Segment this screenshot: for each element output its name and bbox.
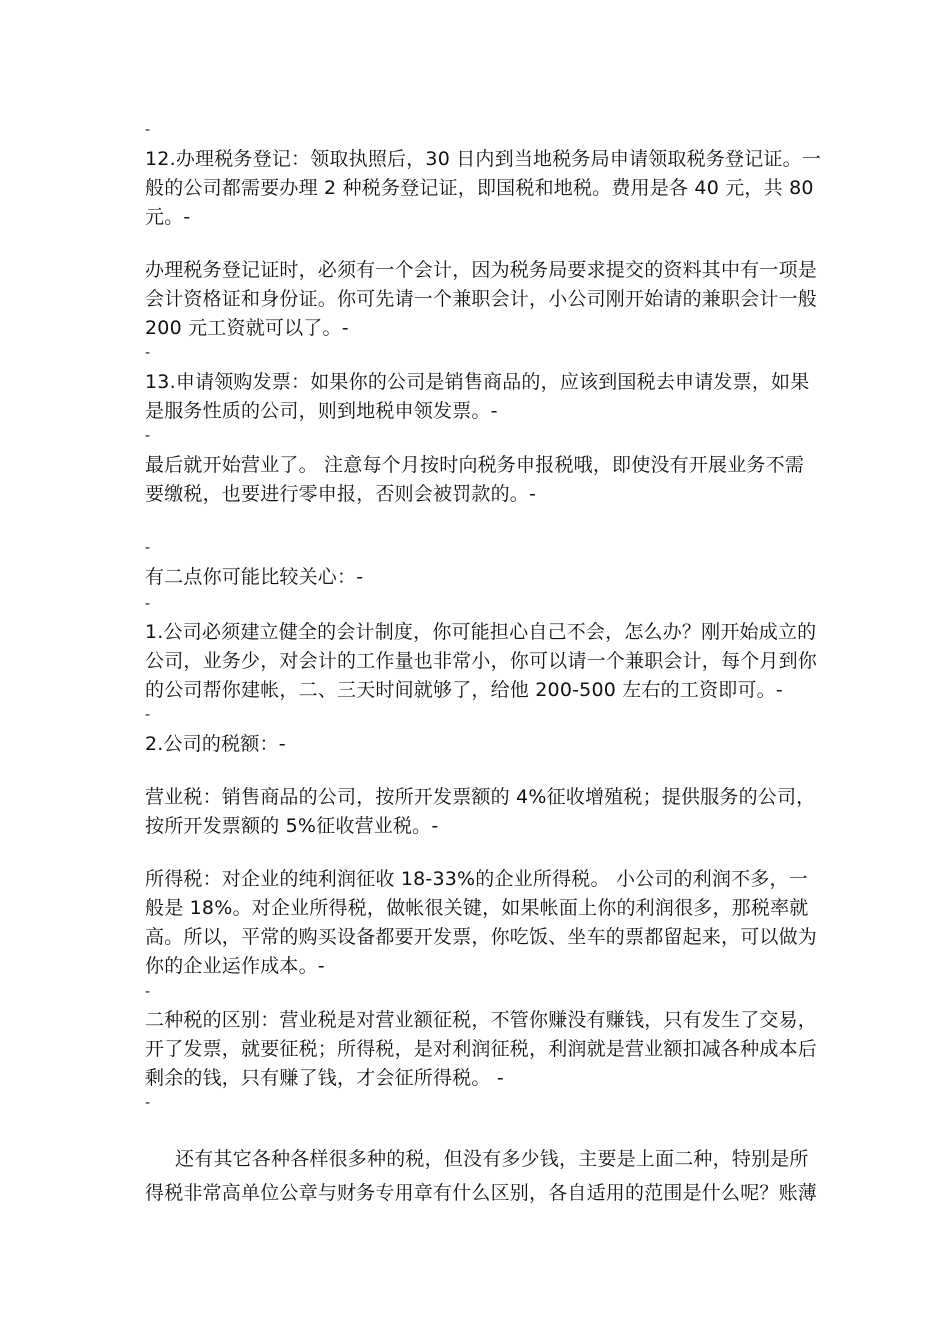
text-line: 营业税：销售商品的公司，按所开发票额的 4%征收增殖税；提供服务的公司， bbox=[145, 786, 816, 808]
text-line: 你的企业运作成本。- bbox=[145, 955, 325, 977]
text-line: 元。- bbox=[145, 206, 191, 228]
text-line: 的公司帮你建帐，二、三天时间就够了，给他 200-500 左右的工资即可。- bbox=[145, 679, 783, 701]
text-line: 所得税：对企业的纯利润征收 18-33%的企业所得税。 小公司的利润不多，一 bbox=[145, 868, 808, 890]
text-line: 13.申请领购发票：如果你的公司是销售商品的，应该到国税去申请发票，如果 bbox=[145, 371, 810, 393]
text-line: 1.公司必须建立健全的会计制度，你可能担心自己不会，怎么办？刚开始成立的 bbox=[145, 621, 817, 643]
text-line: 高。所以，平常的购买设备都要开发票，你吃饭、坐车的票都留起来，可以做为 bbox=[145, 926, 818, 948]
text-line: 般是 18%。对企业所得税，做帐很关键，如果帐面上你的利润很多，那税率就 bbox=[145, 897, 809, 919]
separator-dash: - bbox=[145, 707, 151, 723]
separator-dash: - bbox=[145, 428, 151, 444]
separator-dash: - bbox=[145, 540, 151, 556]
text-line: 有二点你可能比较关心：- bbox=[145, 566, 364, 588]
separator-dash: - bbox=[145, 1095, 151, 1111]
text-line: 最后就开始营业了。 注意每个月按时向税务申报税哦，即使没有开展业务不需 bbox=[145, 454, 805, 476]
separator-dash: - bbox=[145, 596, 151, 612]
text-line: 要缴税，也要进行零申报，否则会被罚款的。- bbox=[145, 483, 537, 505]
separator-dash: - bbox=[145, 122, 151, 138]
text-line: 办理税务登记证时，必须有一个会计，因为税务局要求提交的资料其中有一项是 bbox=[145, 259, 818, 281]
text-line: 般的公司都需要办理 2 种税务登记证，即国税和地税。费用是各 40 元，共 80 bbox=[145, 177, 814, 199]
text-line: 是服务性质的公司，则到地税申领发票。- bbox=[145, 400, 498, 422]
text-line: 剩余的钱，只有赚了钱，才会征所得税。 - bbox=[145, 1067, 504, 1089]
text-line: 会计资格证和身份证。你可先请一个兼职会计，小公司刚开始请的兼职会计一般 bbox=[145, 288, 818, 310]
text-line: 二种税的区别：营业税是对营业额征税，不管你赚没有赚钱，只有发生了交易， bbox=[145, 1009, 818, 1031]
text-line: 还有其它各种各样很多种的税，但没有多少钱，主要是上面二种，特别是所 bbox=[175, 1148, 809, 1170]
text-line: 12.办理税务登记：领取执照后，30 日内到当地税务局申请领取税务登记证。一 bbox=[145, 148, 822, 170]
separator-dash: - bbox=[145, 345, 151, 361]
text-line: 200 元工资就可以了。- bbox=[145, 317, 349, 339]
text-line: 得税非常高单位公章与财务专用章有什么区别，各自适用的范围是什么呢？账薄 bbox=[145, 1182, 818, 1204]
separator-dash: - bbox=[145, 984, 151, 1000]
text-line: 开了发票，就要征税；所得税，是对利润征税，利润就是营业额扣减各种成本后 bbox=[145, 1038, 818, 1060]
text-line: 2.公司的税额：- bbox=[145, 733, 286, 755]
text-line: 按所开发票额的 5%征收营业税。- bbox=[145, 815, 439, 837]
text-line: 公司，业务少，对会计的工作量也非常小，你可以请一个兼职会计，每个月到你 bbox=[145, 650, 818, 672]
